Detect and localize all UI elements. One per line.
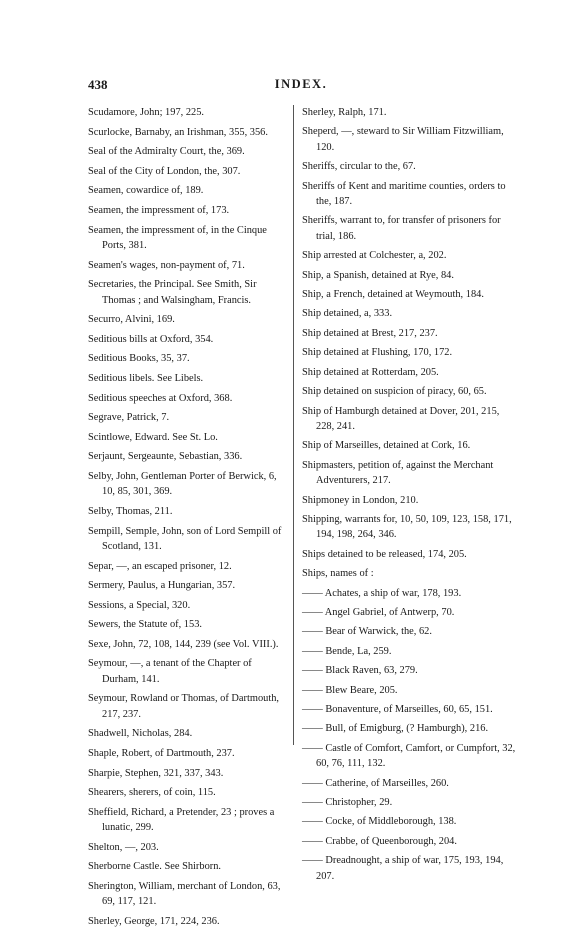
index-entry: Ship, a Spanish, detained at Rye, 84. [302,269,454,281]
index-column-right [302,105,516,888]
index-entry: Secretaries, the Principal. See Smith, Sir Thomas ; and Walsingham, Francis. [88,279,257,306]
index-entry: Segrave, Patrick, 7. [88,412,170,424]
index-entry: Shipmasters, petition of, against the Merchant Adventurers, 217. [302,459,494,487]
index-entry: Seditious bills at Oxford, 354. [88,333,214,345]
index-entry: —— Catherine, of Marseilles, 260. [302,777,449,789]
index-entry: —— Bonaventure, of Marseilles, 60, 65, 151. [302,704,493,715]
index-entry: —— Crabbe, of Queenborough, 204. [302,835,457,847]
index-entry: Sharpie, Stephen, 321, 337, 343. [88,767,224,779]
index-entry: Sexe, John, 72, 108, 144, 239 (see Vol. VIII.). [88,638,279,650]
running-head-title: INDEX. [274,77,328,91]
page-header [88,77,514,95]
index-entry: Serjaunt, Sergeaunte, Sebastian, 336. [88,451,243,463]
index-entry: Scurlocke, Barnaby, an Irishman, 355, 356. [88,126,268,138]
index-entry: Sessions, a Special, 320. [88,599,191,611]
index-entry: Selby, John, Gentleman Porter of Berwick, 6, 10, 85, 301, 369. [88,470,277,498]
index-entry: Seamen, the impressment of, in the Cinque Ports, 381. [88,224,267,251]
index-entry: Sherington, William, merchant of London, 63, 69, 117, 121. [88,881,281,908]
index-entry: Ship detained on suspicion of piracy, 60, 65. [302,386,487,398]
index-entry: Ship, a French, detained at Weymouth, 184. [302,289,484,301]
index-entry: Sempill, Semple, John, son of Lord Sempill of Scotland, 131. [88,525,282,552]
index-entry: Sheriffs, circular to the, 67. [302,161,416,173]
index-entry: Sheriffs of Kent and maritime counties, orders to the, 187. [302,180,506,208]
index-entry: —— Cocke, of Middleborough, 138. [302,816,457,828]
index-entry: Sherborne Castle. See Shirborn. [88,861,222,873]
index-entry: Ship detained at Brest, 217, 237. [302,327,438,339]
index-entry: —— Black Raven, 63, 279. [302,665,418,677]
index-entry: Separ, —, an escaped prisoner, 12. [88,560,232,572]
index-entry: Sermery, Paulus, a Hungarian, 357. [88,580,236,592]
index-entry: —— Dreadnought, a ship of war, 175, 193, 194, 207. [302,855,504,882]
index-entry: —— Castle of Comfort, Camfort, or Cumpfort, 32, 60, 76, 111, 132. [302,742,516,770]
index-entry: Sherley, Ralph, 171. [302,107,387,118]
index-entry: —— Bear of Warwick, the, 62. [302,626,432,638]
index-entry: —— Bull, of Emigburg, (? Hamburgh), 216. [302,723,489,735]
index-entry: Scudamore, John; 197, 225. [88,107,205,118]
index-entry: Ship of Hamburgh detained at Dover, 201, 215, 228, 241. [302,405,500,432]
index-entry: —— Achates, a ship of war, 178, 193. [302,587,462,599]
index-entry: Seditious speeches at Oxford, 368. [88,392,233,404]
index-entry: Scintlowe, Edward. See St. Lo. [88,431,218,443]
index-entry: Seamen, cowardice of, 189. [88,185,204,197]
index-entry: Sheriffs, warrant to, for transfer of prisoners for trial, 186. [302,215,501,242]
index-entry: Ship detained, a, 333. [302,308,393,320]
index-entry: —— Angel Gabriel, of Antwerp, 70. [302,606,455,618]
index-entry: Ships detained to be released, 174, 205. [302,548,467,560]
index-entry: Seamen's wages, non-payment of, 71. [88,259,245,271]
index-entry: Shaple, Robert, of Dartmouth, 237. [88,748,235,760]
index-entry: Selby, Thomas, 211. [88,505,173,517]
index-entry: Seditious Books, 35, 37. [88,353,190,365]
index-entry: Sheperd, —, steward to Sir William Fitzwilliam, 120. [302,126,504,153]
index-entry: Ship of Marseilles, detained at Cork, 16. [302,440,471,452]
index-entry: Securro, Alvini, 169. [88,314,175,326]
index-entry: Ship detained at Rotterdam, 205. [302,366,439,378]
index-entry: Ship arrested at Colchester, a, 202. [302,250,447,262]
index-entry: Seal of the Admiralty Court, the, 369. [88,146,245,158]
index-entry: —— Bende, La, 259. [302,645,392,657]
index-entry: Seymour, —, a tenant of the Chapter of Durham, 141. [88,658,252,685]
index-entry: Shipmoney in London, 210. [302,494,419,506]
index-entry: Shelton, —, 203. [88,841,159,853]
index-entry: Seymour, Rowland or Thomas, of Dartmouth, 217, 237. [88,693,280,720]
index-entry: Sheffield, Richard, a Pretender, 23 ; proves a lunatic, 299. [88,806,275,834]
index-entry: Shadwell, Nicholas, 284. [88,728,193,740]
index-entry: Seal of the City of London, the, 307. [88,165,241,177]
index-entry: Sewers, the Statute of, 153. [88,619,202,631]
index-entry: Ship detained at Flushing, 170, 172. [302,347,453,359]
index-entry: Shearers, sherers, of coin, 115. [88,787,216,799]
index-entry: Ships, names of : [302,568,374,580]
column-divider [293,105,294,745]
index-entry: Shipping, warrants for, 10, 50, 109, 123, 158, 171, 194, 198, 264, 346. [302,513,512,541]
index-entry: Seamen, the impressment of, 173. [88,204,230,216]
index-entry: —— Blew Beare, 205. [302,684,398,696]
page-number: 438 [88,77,108,92]
index-column-left [88,105,290,934]
index-entry: —— Christopher, 29. [302,797,393,809]
index-entry: Sherley, George, 171, 224, 236. [88,916,220,928]
index-entry: Seditious libels. See Libels. [88,372,204,384]
